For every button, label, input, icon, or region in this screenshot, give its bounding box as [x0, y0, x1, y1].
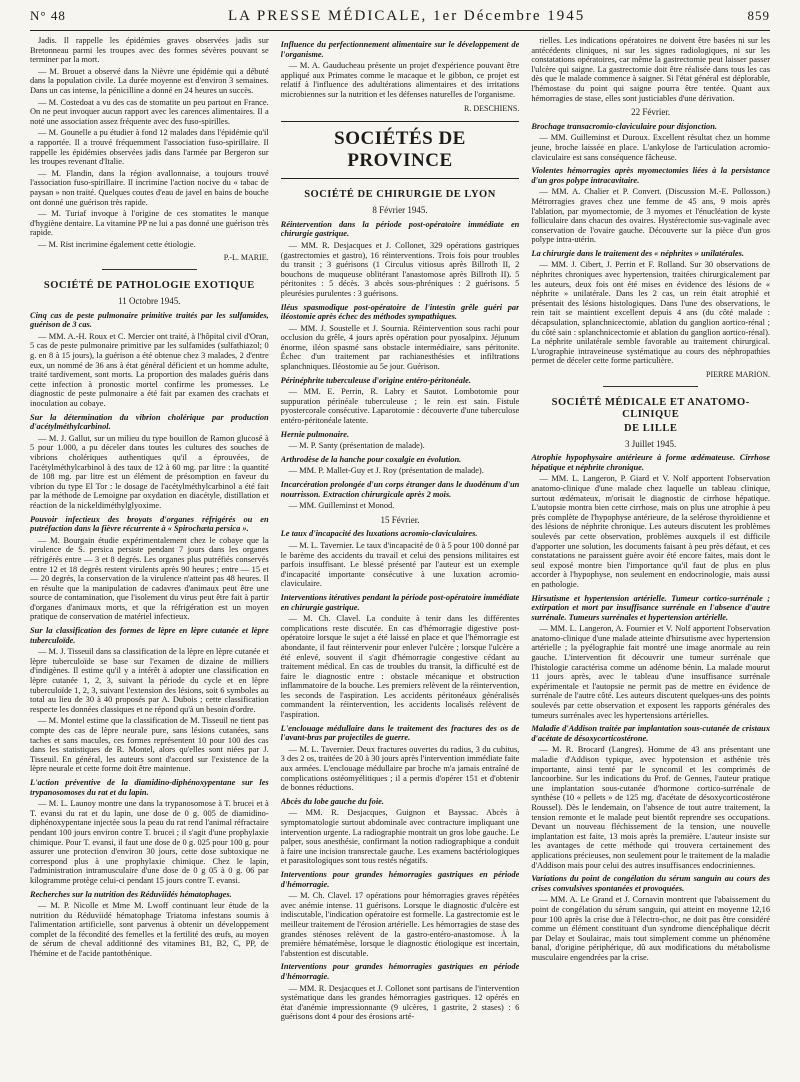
- article-title: Périnéphrite tuberculeuse d'origine entéro-péritonéale.: [280, 375, 471, 385]
- article-body: — M. P. Nicolle et Mme M. Lwoff continuant leur étude de la nutrition du Réduviidé hématophage Triatoma infestans soumis à l'alimentation artificielle, sont parvenus à obtenir un développement complet de la fécondité des femelles et la fertilité des œufs, au moyen de sérum de cheval additionné des vitamines B1, B2, C, PP, de l'hémine et de l'acide pantothénique.: [30, 901, 269, 959]
- article-title: Iléus spasmodique post-opératoire de l'intestin grêle guéri par iléostomie après échec des méthodes sympathiques.: [280, 302, 520, 322]
- article-body: — M. Bourgain étudie expérimentalement chez le cobaye que la virulence de S. persica persiste pendant 7 jours dans les organes réfrigérés entre — 3 et 8 degrés. Les organes plus putréfiés conservés entre 12 et 18 degrés restent virulents après 90 heures ; entre — 15 et — 20 degrés, la conservation de la virulence n'atteint pas 48 heures. Il en résulte que la manipulation de cadavres d'animaux peut être une source de contamination, que l'isolement du virus peut être fait à partir d'organes d'animaux morts, et que la réfrigération est un moyen pratique de conservation de matériel infectieux.: [30, 535, 269, 622]
- article-title: Abcès du lobe gauche du foie.: [280, 796, 384, 806]
- paragraph: — M. Gounelle a pu étudier à fond 12 malades dans l'épidémie qu'il a rapportée. Il a trouvé fréquemment l'association fuso-spirillaire. Il rappelle les épidémies observées jadis dans l'armée par Bergeron sur les troupes revenant d'Italie.: [30, 128, 269, 167]
- article-body: rielles. Les indications opératoires ne doivent être basées ni sur les antécédents cliniques, ni sur les signes radiologiques, ni sur les constatations opératoires, car même la gastrectomie peut laisser passer l'ulcère qui saigne. La gastrectomie doit être réalisée dans tous les cas dès que le malade commence à saigner. Si l'état général est déplorable, l'hémostase du point qui saigne pourra être tentée. Quant aux hémorragies de stase, elles sont justiciables d'une dérivation.: [531, 36, 771, 103]
- article-title: L'action préventive de la diamidino-diphénoxypentane sur les trypanosomoses du rat et du lapin.: [30, 777, 269, 797]
- article-body: — MM. E. Perrin, R. Labry et Sautot. Lombotomie pour suppuration périnéale tuberculeuse ; le rein est sain. Fistule pyostercorale consécutive. Laparotomie : découverte d'une tuberculose entéro-péritonéale latente.: [280, 387, 520, 426]
- paragraph: — M. Rist incrimine également cette étiologie.: [38, 239, 196, 249]
- page-number-right: 859: [747, 8, 770, 23]
- article-title: Pouvoir infectieux des broyats d'organes réfrigérés ou en putréfaction dans la fièvre récurrente à « Spirochæta persica ».: [30, 514, 269, 534]
- page-header: [30, 8, 770, 30]
- divider: [603, 386, 698, 387]
- article-title: Interventions itératives pendant la période post-opératoire immédiate en chirurgie gastrique.: [280, 592, 520, 612]
- article-title: Arthrodèse de la hanche pour coxalgie en évolution.: [280, 454, 462, 464]
- article-body: — M. A. Gauducheau présente un projet d'expérience pouvant être appliqué aux Primates comme le macaque et le gibbon, ce projet est relatif à l'influence des adultérations alimentaires et des irritations microbiennes sur la nutrition et les défenses naturelles de l'organisme.: [280, 61, 520, 99]
- article-body: — M. R. Brocard (Langres). Homme de 43 ans présentant une maladie d'Addison typique, avec hypotension et asthénie très importante, ainsi tenté par le syncomil et les comprimés de lancoorbine. Sur les indications du Prof. de Gennes, l'auteur pratique une implantation sous-cutanée d'hormone cortico-surrénale de synthèse (10 « pellets » de 125 mg. d'acétate de désoxycorticostérone Roussel). Dès le lendemain, on l'absence de tout autre traitement, la tension remonte et le malade peut bientôt reprendre ses occupations. Devant un nouveau fléchissement de la tension, une nouvelle implantation est faite, 13 mois après la première. L'auteur insiste sur les avantages de cette méthode qui trouvera certainement des applications précieuses, non seulement pour le traitement de la maladie d'Addison mais pour celui des autres insuffisances endocriniennes.: [531, 745, 771, 870]
- column-2: [281, 36, 520, 1074]
- article-title: Réintervention dans la période post-opératoire immédiate en chirurgie gastrique.: [280, 219, 520, 239]
- article-title: Sur la détermination du vibrion cholérique par production d'acétylméthylcarbinol.: [30, 412, 269, 432]
- section-heading: SOCIÉTÉ DE PATHOLOGIE EXOTIQUE: [43, 280, 255, 292]
- article-title: Influence du perfectionnement alimentaire sur le développement de l'organisme.: [280, 40, 520, 59]
- article-body: — M. J. Gallut, sur un milieu du type bouillon de Ramon glucosé à 5 pour 1.000, a pu déceler dans toutes les cultures des souches de vibrions cholériques authentiques qu'il a éprouvées, de l'acétylméthylcarbinol à des taux de 12 à 60 mg. par litre : la quantité de 108 mg. par litre est un élément de présomption en faveur du vibrion du type El Tor : le dosage de l'acétylméthylcarbinol a été fait par la méthode de Lemoigne par oxydation en diacétyle, distillation et réaction de la nickeldiméthylglyoxime.: [30, 433, 269, 510]
- article-body: — MM. A. Le Grand et J. Cornavin montrent que l'abaissement du point de congélation du sérum sanguin, qui atteint en moyenne 12,16 pour 100 après la crise due à l'électro-choc, ne doit pas être considéré comme un élément constituant d'un syndrome diencéphalique décrit par Delay et Soulairac, mais tout simplement comme un phénomène banal, d'origine périphérique, dû aux modifications du métabolisme musculaire engendrées par la crise.: [531, 895, 771, 962]
- article-body: — MM. R. Desjacques et J. Collonet sont partisans de l'intervention systématique dans les grandes hémorragies gastriques. 12 opérés en état d'anémie impressionnante (9 ulcères, 1 gastrite, 2 stases) : 6 guérisons dont 4 pour des érosions arté-: [280, 983, 520, 1022]
- article-title: Hirsutisme et hypertension artérielle. Tumeur cortico-surrénale ; extirpation et mort par insuffisance surrénale en l'absence d'autre surrénale. Tumeurs surrénales et hypertension artérielle.: [531, 593, 771, 622]
- article-body: — MM. L. Langeron, P. Giard et V. Nolf apportent l'observation anatomo-clinique d'une malade chez laquelle un tableau clinique, surtout œdémateux, m'orisait le diagnostic de cirrhose hépatique. L'autopsie montra bien cette cirrhose, mais on plus une atrophie à peu près complète de l'hypophyse antérieure, de la selérose thyroïdienne et des lésions de néphrite chronique. Les auteurs discutent les problèmes soulevés par cette observation, problèmes auxquels il est difficile d'apporter une solution, les documents faisant à peu près défaut, et ces constatations ne paraissent guère avoir été encore faites, mais dont le seul exposé montre bien l'importance qu'il faut de plus en plus accorder à l'hypophyse, non seulement en endocrinologie, mais aussi en pathologie.: [531, 474, 771, 589]
- paragraph: Jadis. Il rappelle les épidémies graves observées jadis sur Bretonneau parmi les troupes avec des formes sévères pouvant se terminer par la mort.: [30, 36, 269, 65]
- article-title: Sur la classification des formes de lèpre en lèpre cutanée et lèpre tuberculoïde.: [30, 626, 269, 645]
- page-number-left: N° 48: [30, 8, 66, 23]
- section-heading: SOCIÉTÉ MÉDICALE ET ANATOMO-CLINIQUE: [551, 396, 750, 420]
- article-body: — M. J. Tisseuil dans sa classification de la lèpre en lèpre cutanée et lèpre tuberculoïde se base sur l'examen de dizaine de milliers d'indigènes. Il estime qu'il y a intérêt à adopter une classification en lèpre cutanée 1, 2, 3, suivant la période du cycle et en lèpre tuberculoïde 1, 2, 3, suivant l'extension des lésions, soit 6 symboles au total au lieu de 30 à 40 proposés par A. Dubois ; cette classification respecte les données classiques et ne répond qu'à un besoin d'ordre.: [30, 647, 269, 714]
- article-body: — MM. R. Desjacques, Guignon et Bayssac. Abcès à symptomatologie surtout abdominale avec contracture impliquant une intervention urgente. La radiographie montrait un gros lobe gauche. Le palper, sous anesthésie, confirmant la notion radiographique a conduit à faire une incision transrectale gauche. Les examens bactériologiques et parasitologiques sont tous restés négatifs.: [280, 808, 520, 866]
- article-title: Interventions pour grandes hémorragies gastriques en période d'hémorragie.: [280, 962, 520, 981]
- paragraph: — M. Flandin, dans la région avallonnaise, a toujours trouvé l'association fuso-spirillaire. Il incrimine l'action nocive du « tabac de paysan » non traité. Quelques coutes d'eau de javel en bains de bouche ont donné une guérison très rapide.: [30, 168, 269, 207]
- article-body: — MM. J. Cibert, J. Perrin et F. Rolland. Sur 30 observations de néphrites chroniques avec hypertension, traitées chirurgicalement par les auteurs, deux fois ont été mises en évidence des lésions de « néphrite » unilatérale. Dans les 2 cas, un rein était atrophié et présentait des lésions histologiques. Dans l'une des observations, le rein tait se maintient excellent depuis 4 ans (du côté malade : décapsulation, splanchnicectomie, ablation du ganglion aortico-rénal ; du côté sain : splanchnicectomie et ablation du ganglion aortico-rénal). La néphrite unilatérale semble favorable au traitement chirurgical. L'urographie intraveineuse systématique au cours des néphropathies permet de déceler cette forme particulière.: [531, 260, 771, 366]
- article-title: Variations du point de congélation du sérum sanguin au cours des crises convulsives spontanées et provoquées.: [531, 874, 771, 893]
- article-title: Violentes hémorragies après myomectomies liées à la persistance d'un gros polype intracavitaire.: [531, 166, 771, 185]
- article-body: — MM. L. Langeron, A. Fournier et V. Nolf apportent l'observation anatomo-clinique d'une malade atteinte d'hirsutisme avec hypertension artérielle ; la pyélographie fait montré une image anormale au rein gauche. L'intervention fit découvrir une tumeur surrénale que l'histologie caractérisa comme un adénome bénin. La malade mourut 11 jours après, avec le tableau d'une insuffisance surrénale expérimentale et l'autopsie ne permit pas de mettre en évidence de surrénale de l'autre côté. Les auteurs discutent quelques-uns des points soulevés par cette observation et exposent les rapports générales des tumeurs surrénales avec les hypertensions artérielles.: [531, 624, 771, 720]
- article-title: Incarcération prolongée d'un corps étranger dans le duodénum d'un nourrisson. Extraction chirurgicale après 2 mois.: [280, 480, 520, 499]
- article-body: — M. L. Launoy montre une dans la trypanosomose à T. brucei et à T. evansi du rat et du lapin, une dose de 0 g. 005 de diamidino-diphénoxypentane injectée sous la peau du rat rend l'animal réfractaire pendant 100 jours environ contre T. brucei ; il s'agit d'une prophylaxie chimique. Pour T. evansi, il faut une dose de 0 g. 025 pour 100 g. pour assurer une protection d'environ 30 jours, cette dose subtoxique ne correspond plus à une prophylaxie chimique. Chez le lapin, l'administration intramusculaire d'une dose de 0 g 05 à 0 g. 06 par kilogramme protège celui-ci pendant 15 jours contre T. evansi.: [30, 799, 269, 885]
- session-date: 3 Juillet 1945.: [625, 438, 677, 449]
- journal-title: LA PRESSE MÉDICALE, 1er Décembre 1945: [228, 8, 586, 24]
- column-3: [531, 36, 770, 1074]
- article-body: — M. L. Tavernier. Deux fractures ouvertes du radius, 3 du cubitus, 3 des 2 os, traitées de 20 à 30 jours après l'intervention immédiate faite aux armées. L'enclouage médullaire par broche m'a jamais entraîné de complications ostéomyélitiques ; il a permis d'opérer 151 et d'obtenir de bonnes réductions.: [280, 744, 520, 793]
- section-heading-line-2: DE LILLE: [624, 422, 678, 434]
- article-body: — MM. A.-H. Roux et C. Mercier ont traité, à l'hôpital civil d'Oran, 5 cas de peste pulmonaire primitive par les sulfamides (sulfathiazol; 0 g. en 8 à 15 jours), la guérison a été obtenue chez 3 malades, 2 d'entre eux, un nommé de 36 ans à état général déficient et un homme adulte, traité tardivement, sont morts. La proportion des malades guéris dans cette infection à pronostic mortel confirme les promesses. Le diagnostic de peste pulmonaire a été fait par examen des crachats et inoculation au cobaye.: [30, 331, 269, 408]
- article-title: L'enclouage médullaire dans le traitement des fractures des os de l'avant-bras par projectiles de guerre.: [280, 723, 520, 743]
- article-title: Atrophie hypophysaire antérieure à forme œdémateuse. Cirrhose hépatique et néphrite chronique.: [531, 453, 771, 472]
- session-date: 8 Février 1945.: [372, 205, 428, 216]
- section-heading: SOCIÉTÉ DE CHIRURGIE DE LYON: [304, 189, 496, 201]
- article-body: — MM. Guilleminst et Monod.: [288, 501, 395, 511]
- signature: R. DESCHIENS.: [464, 103, 520, 113]
- article-body: — MM. R. Desjacques et J. Collonet, 329 opérations gastriques (gastrectomies et gastro), 16 réinterventions. Trois fois pour troubles du transit ; 3 guérisons (1 Circulus vitiosus après Billroth II, 2 bouchons de muqueuse oblitérant l'anastomose après Billroth II). 5 péritonites : 5 décès. 3 abcès sous-phréniques : 2 guérisons. 5 pleurésies purulentes : 3 guérisons.: [280, 240, 520, 298]
- signature: P.-L. MARIE.: [223, 253, 269, 263]
- article-title: Hernie pulmonaire.: [280, 429, 350, 439]
- article-body: — M. L. Tavernier. Le taux d'incapacité de 0 à 5 pour 100 donné par le barème des accidents du travail et celui des pensions militaires est parfois insuffisant. Le blessé présenté par l'auteur est un exemple d'incapacité importante consécutive à une luxation acromio-claviculaire.: [280, 540, 520, 589]
- article-title: Cinq cas de peste pulmonaire primitive traités par les sulfamides, guérison de 3 cas.: [30, 310, 269, 330]
- article-title: Interventions pour grandes hémorragies gastriques en période d'hémorragie.: [280, 869, 520, 889]
- header-rule: [30, 30, 770, 31]
- column-1: [30, 36, 269, 1074]
- article-body: — MM. A. Chalier et P. Convert. (Discussion M.-E. Pollosson.) Métrorragies graves chez une femme de 45 ans, 9 mois après l'ablation, par myomectomie, de 3 myomes et l'énucléation de kyste folliculaire dans chacun des ovaires. Hystérectomie sus-vaginale avec conservation de l'ovaire gauche. Découverte sur la pièce d'un gros polype intra-utérin.: [531, 187, 771, 245]
- article-body: — MM. P. Mallet-Guy et J. Roy (présentation de malade).: [288, 466, 484, 476]
- article-body: — M. Montel estime que la classification de M. Tisseuil ne tient pas compte des cas de lèpre neurale pure, sans lésions cutanées, sans taches et sans macules, ces formes représentent 10 pour 100 des cas dans les statistiques de R. Montel, alors qu'elles sont niées par J. Tisseuil. En général, les auteurs sont d'accord sur l'existence de la lèpre neurale et cette forme doit être maintenue.: [30, 716, 269, 774]
- article-body: — M. P. Santy (présentation de malade).: [288, 441, 425, 451]
- article-title: Brochage transacromio-claviculaire pour disjonction.: [531, 121, 718, 131]
- article-title: Recherches sur la nutrition des Réduviidés hématophages.: [30, 889, 232, 899]
- article-body: — M. Ch. Clavel. La conduite à tenir dans les différentes complications reste discutée. En cas d'hémorragie digestive post-opératoire lorsque le sujet a été laissé en place et que l'hémorragie est abondante, il faut réintervenir pour enlever l'ulcère ; lorsque l'ulcère a été enlevé, souvent il s'agit d'hémorragie congestive cédant au traitement médical. En cas de troubles du transit, la difficulté est de faire le diagnostic entre : obstacle mécanique et obstruction inflammatoire de la bouche. Les premiers relèvent de la réintervention, les seconds de l'aspiration. Les accidents péritonéaux généralisés commandent la réintervention, les accidents localisés relèvent de l'aspiration.: [280, 614, 520, 720]
- paragraph: — M. Turiaf invoque à l'origine de ces stomatites le manque d'hygiène dentaire. La vitamine PP ne lui a pas donné une guérison très rapide.: [30, 209, 269, 238]
- session-date: 11 Octobre 1945.: [118, 296, 181, 307]
- divider: [102, 269, 197, 270]
- article-body: — M. Ch. Clavel. 17 opérations pour hémorragies graves répétées avec anémie intense. 11 guérisons. Lorsque le diagnostic d'ulcère est indiscutable, l'indication opératoire est formelle. La gastrectomie est le meilleur traitement de l'érosion artérielle. Les hémorragies de stase des grandes sténoses relèvent de la gastro-entéro-anastomose. À la première hématémèse, lorsque le diagnostic étiologique est incertain, l'abstention est discutable.: [280, 891, 520, 958]
- text-columns: [30, 36, 770, 1074]
- paragraph: — M. Brouet a observé dans la Nièvre une épidémie qui a débuté dans la population civile. La durée moyenne est d'environ 3 semaines. Dans un cas intense, la pénicilline a donné en 24 heures un succès.: [30, 66, 269, 95]
- article-title: La chirurgie dans le traitement des « néphrites » unilatérales.: [531, 248, 744, 258]
- signature: PIERRE MARION.: [706, 370, 771, 379]
- paragraph: — M. Costedoat a vu des cas de stomatite un peu partout en France. On ne peut invoquer aucun rapport avec les carences alimentaires. Il a noté une association assez fréquente avec des fuso-spirilles.: [30, 97, 269, 126]
- session-date: 15 Février.: [380, 514, 420, 525]
- article-body: — MM. Guilleminst et Duroux. Excellent résultat chez un homme jeune, broche laissée en place. L'ankylose de l'articulation acromio-claviculaire est sans conséquence fâcheuse.: [531, 133, 771, 162]
- session-date: 22 Février.: [631, 107, 671, 118]
- main-section-title: SOCIÉTÉS DE PROVINCE: [281, 121, 520, 179]
- article-body: — MM. J. Soustelle et J. Sournia. Réintervention sous rachi pour occlusion du grêle, 4 jours après opération pour pyosalpinx. Jéjunum énorme, iléon spasmé sans obstacle intermédiaire, sans péritonite. Échec d'un traitement par rachianesthésies et infiltrations splanchniques. Iléostomie au 5e jour. Guérison.: [280, 323, 520, 372]
- article-title: Maladie d'Addison traitée par implantation sous-cutanée de cristaux d'acétate de désoxycorticostérone.: [531, 724, 771, 743]
- article-title: Le taux d'incapacité des luxations acromio-claviculaires.: [280, 529, 478, 539]
